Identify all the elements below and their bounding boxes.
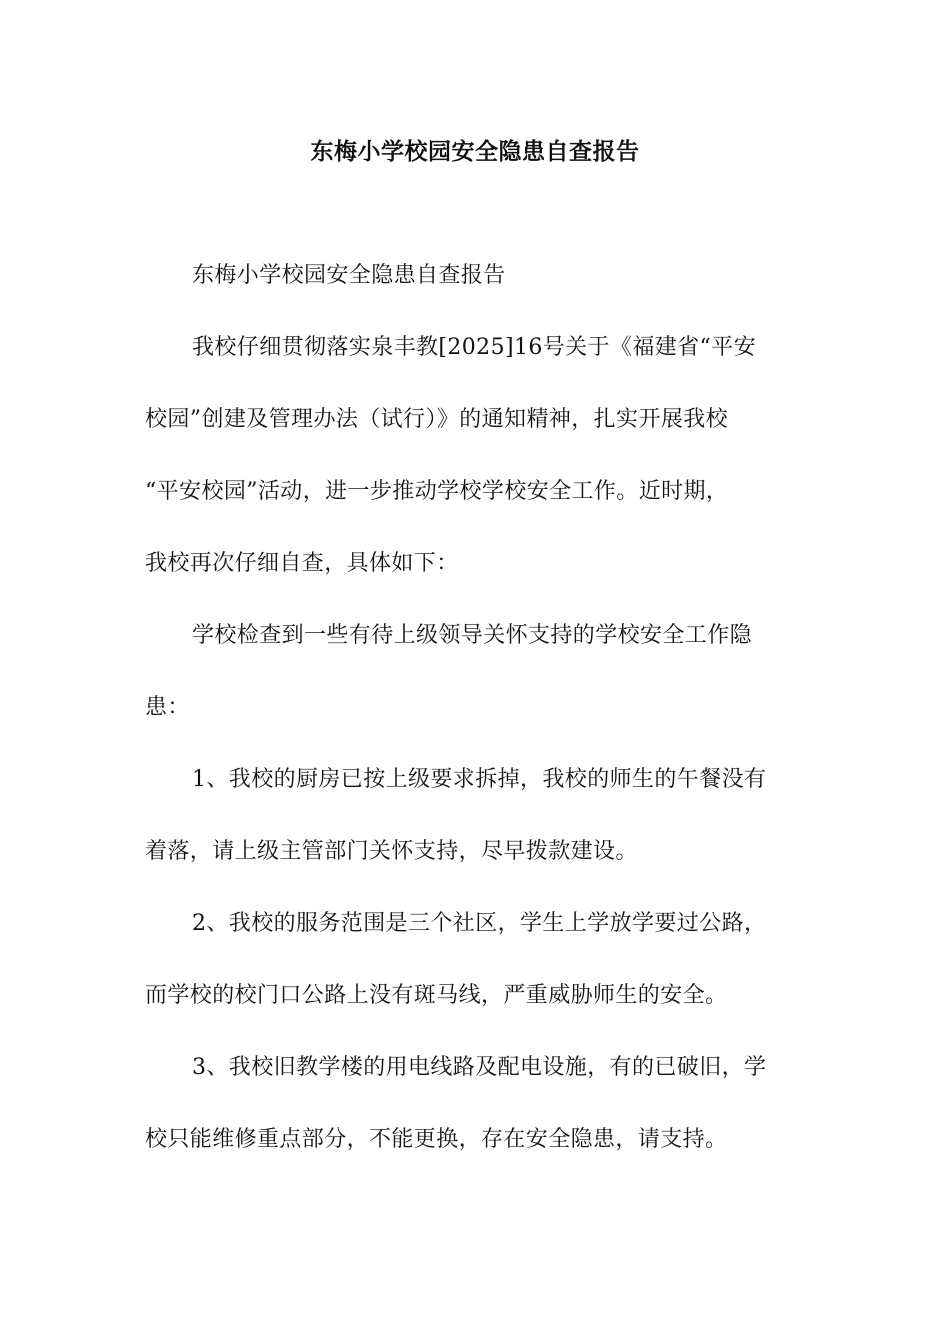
list-item-line: 1、我校的厨房已按上级要求拆掉，我校的师生的午餐没有 <box>192 767 767 792</box>
paragraph-line: “平安校园”活动，进一步推动学校学校安全工作。近时期， <box>145 479 729 504</box>
paragraph-line: 我校再次仔细自查，具体如下： <box>145 551 459 576</box>
list-item-line: 校只能维修重点部分，不能更换，存在安全隐患，请支持。 <box>145 1127 728 1152</box>
list-item-line: 2、我校的服务范围是三个社区，学生上学放学要过公路， <box>192 911 767 936</box>
document-title: 东梅小学校园安全隐患自查报告 <box>310 138 640 165</box>
paragraph-line: 校园”创建及管理办法（试行）》的通知精神，扎实开展我校 <box>145 407 729 432</box>
document-body <box>145 258 809 1194</box>
paragraph-line: 学校检查到一些有待上级领导关怀支持的学校安全工作隐 <box>192 623 753 648</box>
list-item-line: 着落，请上级主管部门关怀支持，尽早拨款建设。 <box>145 839 638 864</box>
list-item-line: 而学校的校门口公路上没有斑马线，严重威胁师生的安全。 <box>145 983 728 1008</box>
paragraph-line: 患： <box>145 695 190 720</box>
list-item-line: 3、我校旧教学楼的用电线路及配电设施，有的已破旧，学 <box>192 1055 767 1080</box>
paragraph-line: 我校仔细贯彻落实泉丰教[2025]16号关于《福建省“平安 <box>192 335 756 360</box>
subtitle-line: 东梅小学校园安全隐患自查报告 <box>192 263 506 288</box>
